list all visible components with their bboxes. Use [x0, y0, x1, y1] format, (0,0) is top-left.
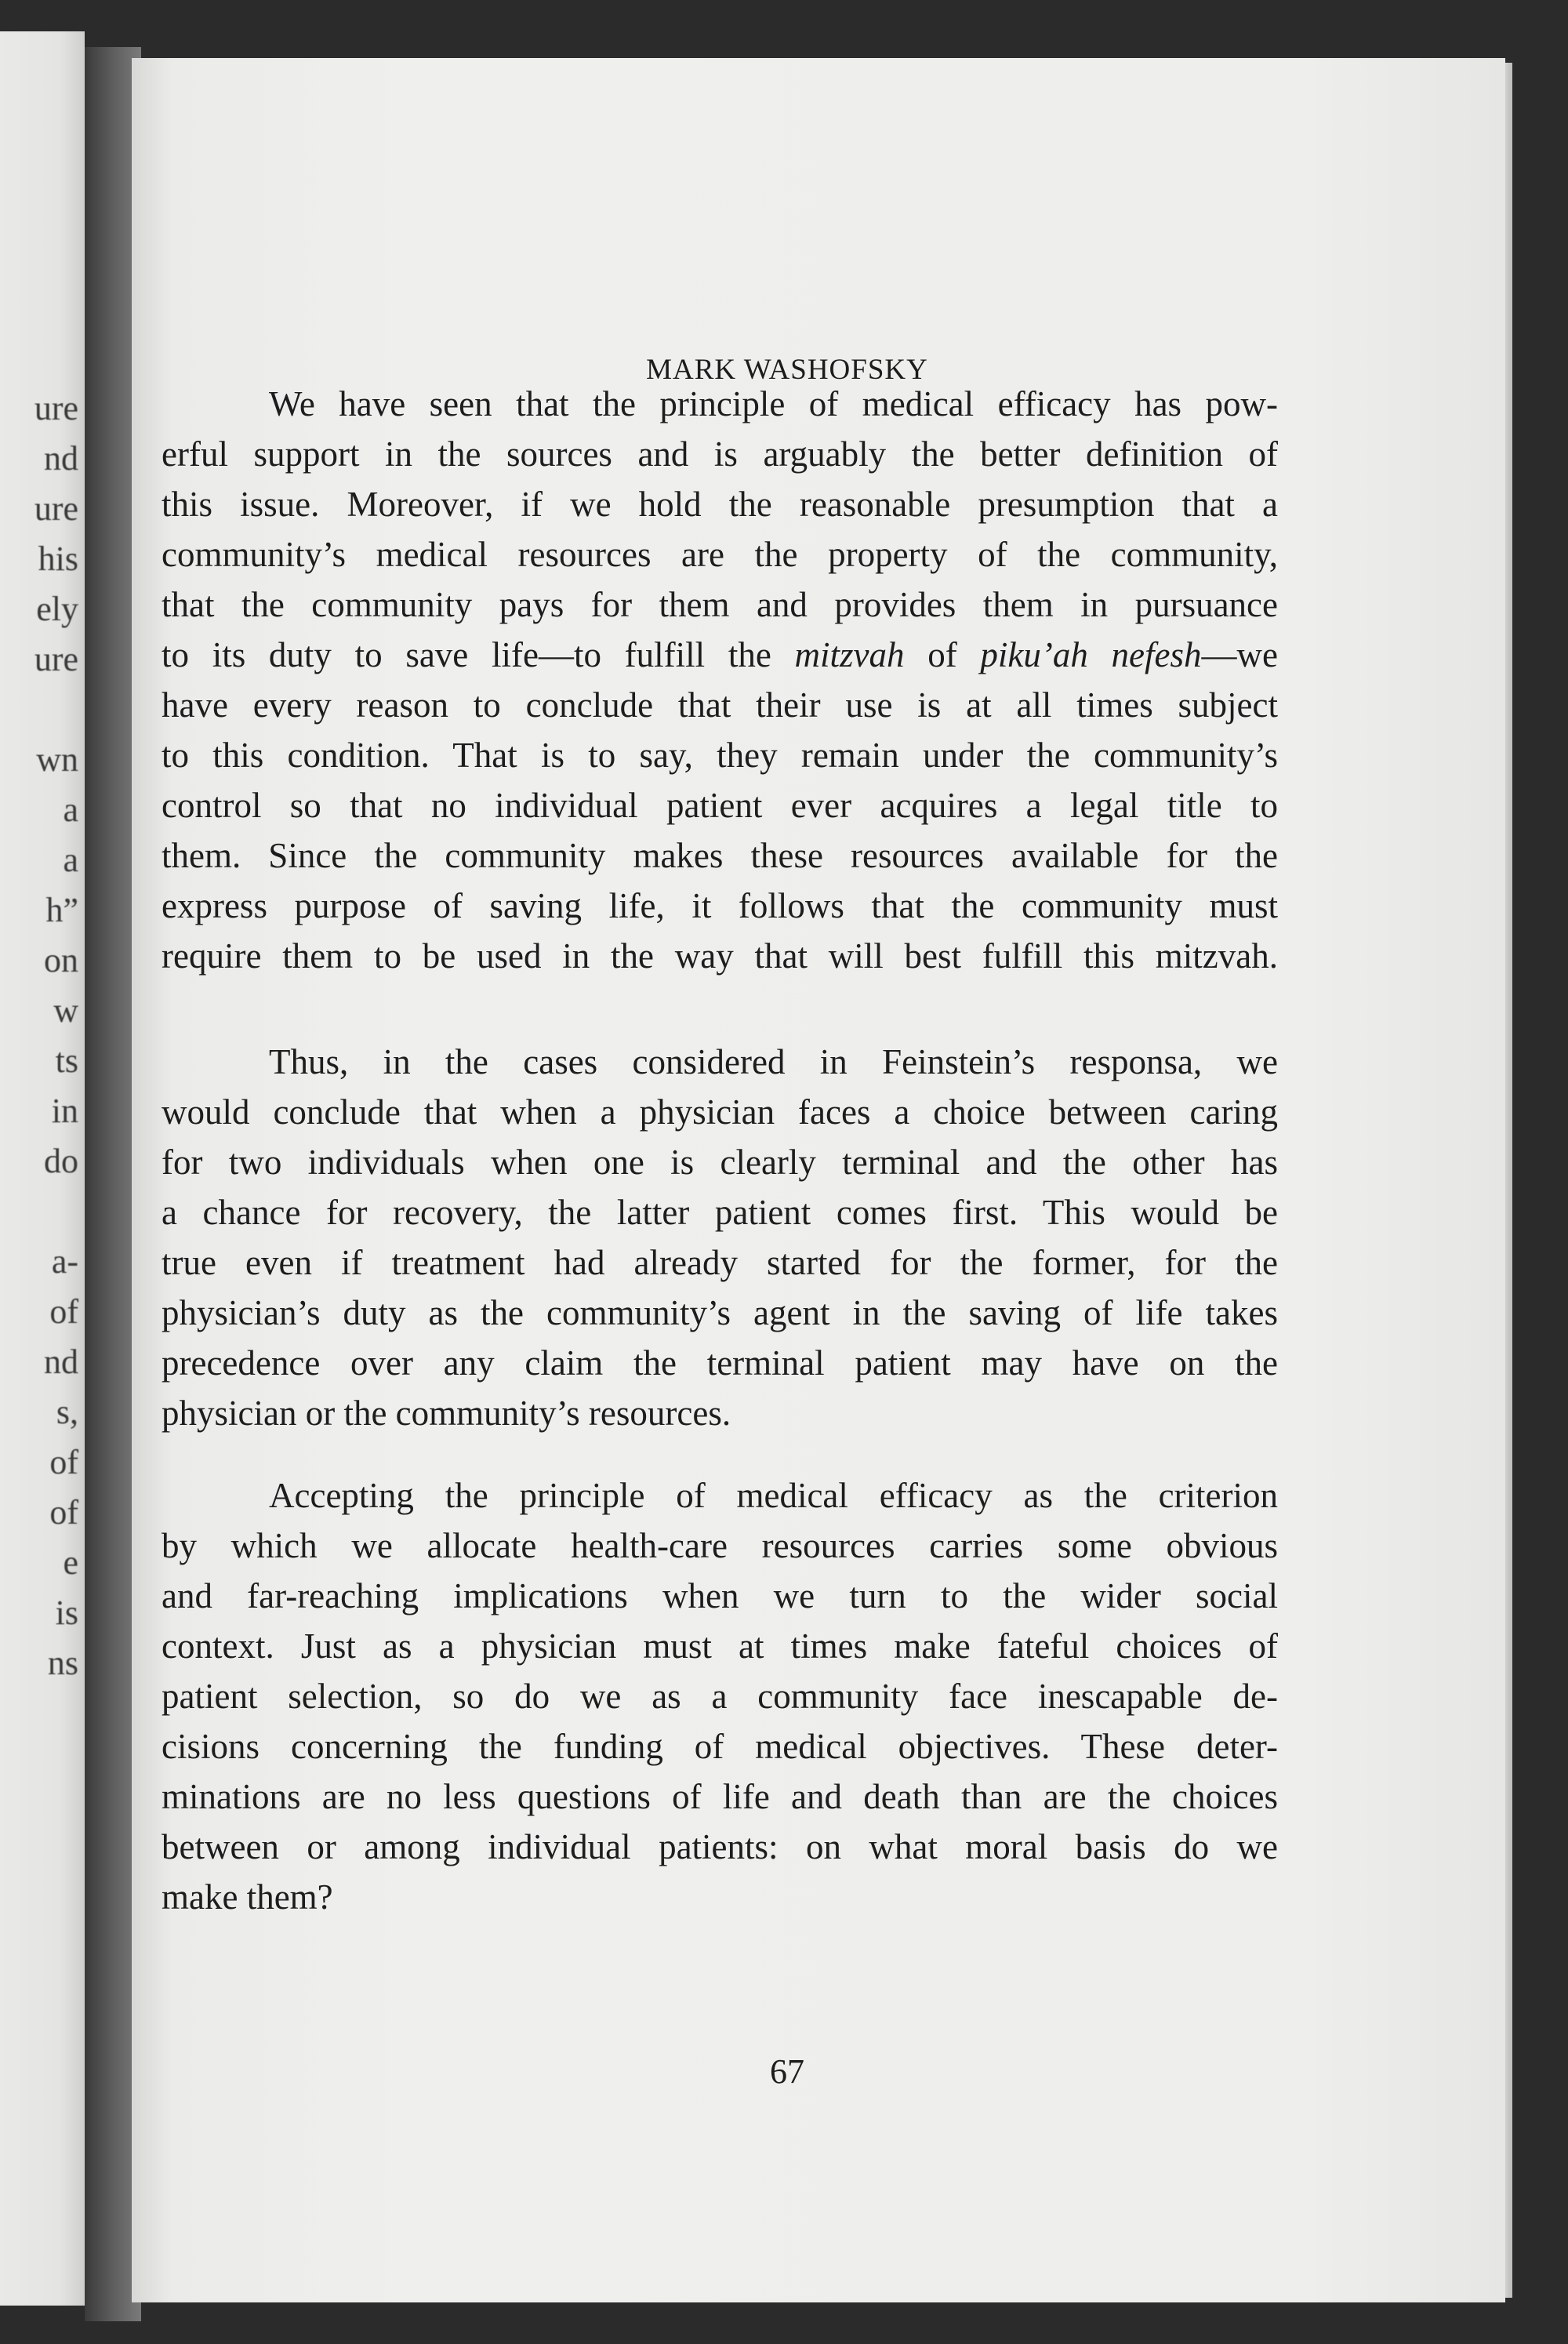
left-page-fragment: wn: [36, 740, 78, 779]
text-line: [162, 1087, 1278, 1137]
left-page-fragment: w: [53, 991, 78, 1030]
text-segment: have every reason to conclude that their use is at all times subject: [162, 685, 1278, 725]
left-page-fragment: a: [63, 841, 78, 879]
left-page-fragment: a-: [51, 1242, 78, 1281]
text-line: [162, 1571, 1278, 1621]
text-segment: true even if treatment had already started for the former, for the: [162, 1243, 1278, 1282]
text-segment: Thus, in the cases considered in Feinstein’s responsa, we: [269, 1042, 1278, 1081]
text-segment: Accepting the principle of medical efficacy as the criterion: [269, 1476, 1278, 1515]
text-line: [162, 680, 1278, 730]
text-line: [162, 1288, 1278, 1338]
text-segment: to its duty to save life—to fulfill the: [162, 635, 795, 674]
text-line: [162, 931, 1278, 981]
left-page-fragment: in: [51, 1092, 78, 1130]
left-page-fragment: e: [63, 1543, 78, 1582]
paragraph-3: [162, 1470, 1278, 1922]
text-segment: control so that no individual patient ever acquires a legal title to: [162, 786, 1278, 825]
text-segment: by which we allocate health-care resources carries some obvious: [162, 1526, 1278, 1565]
text-segment: that the community pays for them and provides them in pursuance: [162, 585, 1278, 624]
text-line: [162, 630, 1278, 680]
text-segment: for two individuals when one is clearly terminal and the other has: [162, 1143, 1278, 1182]
text-line: [162, 379, 1278, 429]
left-page-fragment: of: [49, 1493, 78, 1532]
left-page-fragment: do: [44, 1142, 78, 1180]
left-page-fragment: ns: [47, 1644, 78, 1682]
left-page-edge: [0, 31, 85, 2306]
text-line: [162, 1521, 1278, 1571]
text-segment: require them to be used in the way that will best fulfill this mitzvah.: [162, 936, 1278, 976]
text-line: [162, 1137, 1278, 1187]
text-segment: —we: [1201, 635, 1278, 674]
left-page-fragment: of: [49, 1443, 78, 1481]
text-segment: to this condition. That is to say, they remain under the community’s: [162, 736, 1278, 775]
italic-term: piku’ah nefesh: [980, 635, 1202, 674]
text-segment: physician’s duty as the community’s agent in the saving of life takes: [162, 1293, 1278, 1332]
text-line: [162, 730, 1278, 780]
text-line: [162, 1470, 1278, 1521]
text-segment: this issue. Moreover, if we hold the reasonable presumption that a: [162, 485, 1278, 524]
left-page-fragment: ure: [34, 640, 78, 678]
running-head: MARK WASHOFSKY: [646, 354, 928, 386]
text-line: [162, 1822, 1278, 1872]
paragraph-1: [162, 379, 1278, 981]
text-line: [162, 1772, 1278, 1822]
left-page-fragment: [0, 685, 78, 735]
left-page-fragment: ure: [34, 489, 78, 528]
left-page-fragment: is: [55, 1594, 78, 1632]
left-page-fragment: s,: [56, 1393, 78, 1431]
paragraph-2: [162, 1037, 1278, 1438]
left-page-fragment: ts: [55, 1041, 78, 1080]
text-line: [162, 580, 1278, 630]
text-segment: and far-reaching implications when we turn to the wider social: [162, 1576, 1278, 1615]
text-segment: cisions concerning the funding of medical objectives. These deter-: [162, 1727, 1278, 1766]
text-line: [162, 1872, 1278, 1922]
text-line: [162, 830, 1278, 881]
text-line: [162, 429, 1278, 479]
text-segment: community’s medical resources are the property of the community,: [162, 535, 1278, 574]
text-segment: would conclude that when a physician faces a choice between caring: [162, 1092, 1278, 1132]
text-segment: minations are no less questions of life and death than are the choices: [162, 1777, 1278, 1816]
text-segment: make them?: [162, 1877, 333, 1917]
text-segment: between or among individual patients: on what moral basis do we: [162, 1827, 1278, 1866]
left-page-fragment: ely: [36, 590, 78, 628]
text-line: [162, 1721, 1278, 1772]
text-line: [162, 1037, 1278, 1087]
left-page-fragment: a: [63, 790, 78, 829]
text-segment: erful support in the sources and is arguably the better definition of: [162, 434, 1278, 474]
text-line: [162, 479, 1278, 529]
text-line: [162, 1388, 1278, 1438]
left-page-fragment: his: [38, 540, 78, 578]
text-line: [162, 1237, 1278, 1288]
page-number: 67: [770, 2052, 804, 2091]
left-page-fragment: [0, 1187, 78, 1237]
text-line: [162, 529, 1278, 580]
italic-term: mitzvah: [794, 635, 905, 674]
left-page-fragment: ure: [34, 389, 78, 427]
text-line: [162, 1338, 1278, 1388]
text-line: [162, 1671, 1278, 1721]
text-segment: We have seen that the principle of medical efficacy has pow-: [269, 384, 1278, 423]
text-segment: them. Since the community makes these resources available for the: [162, 836, 1278, 875]
text-line: [162, 780, 1278, 830]
text-line: [162, 1187, 1278, 1237]
left-page-fragment: of: [49, 1292, 78, 1331]
text-segment: express purpose of saving life, it follows that the community must: [162, 886, 1278, 925]
text-segment: precedence over any claim the terminal patient may have on the: [162, 1343, 1278, 1383]
left-page-fragment: on: [44, 941, 78, 979]
left-page-fragment: h”: [45, 891, 78, 929]
text-segment: physician or the community’s resources.: [162, 1394, 731, 1433]
text-segment: a chance for recovery, the latter patient comes first. This would be: [162, 1193, 1278, 1232]
text-segment: of: [904, 635, 981, 674]
left-page-fragment: nd: [44, 439, 78, 478]
text-line: [162, 1621, 1278, 1671]
text-segment: context. Just as a physician must at times make fateful choices of: [162, 1626, 1278, 1666]
text-line: [162, 881, 1278, 931]
left-page-fragment: nd: [44, 1343, 78, 1381]
right-page: [132, 58, 1505, 2302]
text-segment: patient selection, so do we as a community face inescapable de-: [162, 1677, 1278, 1716]
left-page-text-fragments: [0, 383, 82, 1688]
